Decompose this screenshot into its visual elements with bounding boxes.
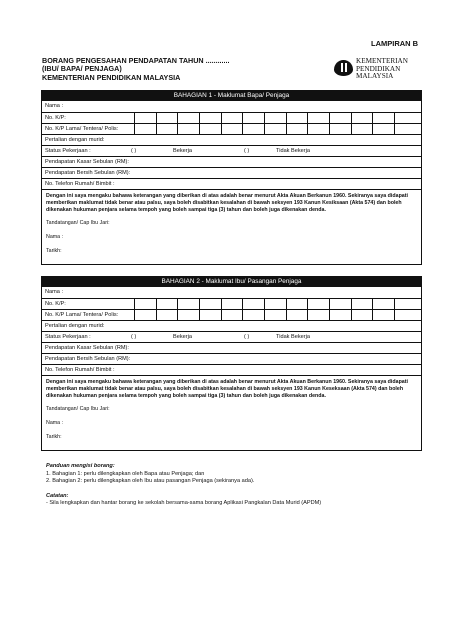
signature-date-field[interactable]: Tarikh:: [46, 247, 62, 254]
ic-digit-box-divider: [329, 113, 330, 123]
field-pendapatan-bersih[interactable]: Pendapatan Bersih Sebulan (RM):: [42, 353, 421, 364]
declaration-2: [42, 375, 421, 450]
ic-digit-box-divider: [351, 124, 352, 134]
field-pendapatan-kasar[interactable]: Pendapatan Kasar Sebulan (RM):: [42, 342, 421, 353]
form-subtitle: (IBU/ BAPA/ PENJAGA): [42, 64, 122, 73]
section-1-form: [41, 90, 422, 265]
field-pertalian[interactable]: Pertalian dengan murid:: [42, 320, 421, 331]
ic-digit-box-divider: [372, 113, 373, 123]
declaration-text: Dengan ini saya mengaku bahawa keterangan yang diberikan di atas adalah benar menurut Akta Akuan Berkanun 1960. Sekiranya saya didapati memberikan maklumat tidak benar atau palsu, saya boleh disabitkan kesalahan di bawah seksyen 193 Kanun Keseksaan (Akta 574) dan boleh dikenakan hukuman penjara selama tempoh yang boleh sampai tiga (3) tahun dan boleh juga dikenakan denda.: [46, 379, 408, 400]
catatan-title: Catatan:: [46, 492, 69, 499]
catatan-item: - Sila lengkapkan dan hantar borang ke sekolah bersama-sama borang Aplikasi Pangkalan Data Murid (APDM): [46, 500, 322, 506]
field-nokp[interactable]: No. K/P:: [42, 112, 421, 123]
signature-date-field[interactable]: Tarikh:: [46, 433, 62, 440]
ic-digit-box-divider: [156, 113, 157, 123]
ic-digit-box-divider: [199, 299, 200, 309]
checkbox-bekerja[interactable]: ( ): [131, 148, 137, 154]
declaration-text: Dengan ini saya mengaku bahawa keterangan yang diberikan di atas adalah benar menurut Akta Akuan Berkanun 1960. Sekiranya saya didapati memberikan maklumat tidak benar atau palsu, saya boleh disabitkan kesalahan di bawah seksyen 193 Kanun Kesiksaan (Akta 574) dan boleh dikenakan hukuman penjara selama tempoh yang boleh sampai tiga (3) tahun dan boleh juga dikenakan denda.: [46, 193, 408, 214]
signature-name-field[interactable]: Nama :: [46, 419, 64, 426]
ministry-logo-icon: [334, 60, 353, 76]
declaration-1: [42, 189, 421, 264]
ic-digit-box-divider: [351, 113, 352, 123]
ic-digit-box-divider: [177, 310, 178, 320]
field-telefon[interactable]: No. Telefon Rumah/ Bimbit :: [42, 178, 421, 189]
section-2-title: BAHAGIAN 2 - Maklumat Ibu/ Pasangan Penjaga: [42, 277, 421, 287]
ic-digit-box-divider: [286, 310, 287, 320]
ic-digit-box-divider: [134, 124, 135, 134]
ic-digit-box-divider: [177, 299, 178, 309]
ic-digit-box-divider: [286, 113, 287, 123]
field-nokp-lama[interactable]: No. K/P Lama/ Tentera/ Polis:: [42, 309, 421, 320]
ic-digit-box-divider: [221, 299, 222, 309]
ic-digit-box-divider: [307, 113, 308, 123]
form-title: BORANG PENGESAHAN PENDAPATAN TAHUN ............: [42, 56, 230, 65]
panduan-title: Panduan mengisi borang:: [46, 463, 115, 469]
ic-digit-box-divider: [264, 124, 265, 134]
ic-digit-box-divider: [177, 113, 178, 123]
ic-digit-box-divider: [351, 310, 352, 320]
label-bekerja: Bekerja: [173, 334, 192, 340]
label-tidak-bekerja: Tidak Bekerja: [276, 334, 310, 340]
ic-digit-box-divider: [199, 124, 200, 134]
label-tidak-bekerja: Tidak Bekerja: [276, 148, 310, 154]
lampiran-label: LAMPIRAN B: [371, 39, 419, 48]
ic-digit-box-divider: [394, 299, 395, 309]
ic-digit-box-divider: [394, 113, 395, 123]
field-status[interactable]: Status Pekerjaan : ( ) Bekerja ( ) Tidak Bekerja: [42, 145, 421, 156]
ic-digit-box-divider: [199, 310, 200, 320]
ic-digit-box-divider: [394, 310, 395, 320]
ic-digit-box-divider: [286, 299, 287, 309]
signature-field[interactable]: Tandatangan/ Cap Ibu Jari:: [46, 219, 110, 226]
ic-digit-box-divider: [264, 310, 265, 320]
ic-digit-box-divider: [156, 310, 157, 320]
field-status[interactable]: Status Pekerjaan : ( ) Bekerja ( ) Tidak Bekerja: [42, 331, 421, 342]
ic-digit-box-divider: [156, 124, 157, 134]
signature-field[interactable]: Tandatangan/ Cap Ibu Jari:: [46, 405, 110, 412]
ic-digit-box-divider: [177, 124, 178, 134]
ic-digit-box-divider: [221, 310, 222, 320]
field-nokp-lama[interactable]: No. K/P Lama/ Tentera/ Polis:: [42, 123, 421, 134]
checkbox-tidak-bekerja[interactable]: ( ): [244, 334, 250, 340]
checkbox-tidak-bekerja[interactable]: ( ): [244, 148, 250, 154]
ic-digit-box-divider: [242, 113, 243, 123]
ic-digit-box-divider: [156, 299, 157, 309]
ic-digit-box-divider: [199, 113, 200, 123]
ic-digit-box-divider: [372, 124, 373, 134]
ic-digit-box-divider: [264, 299, 265, 309]
ic-digit-box-divider: [242, 310, 243, 320]
section-1-title: BAHAGIAN 1 - Maklumat Bapa/ Penjaga: [42, 91, 421, 101]
ic-digit-box-divider: [221, 124, 222, 134]
ic-digit-box-divider: [351, 299, 352, 309]
signature-name-field[interactable]: Nama :: [46, 233, 64, 240]
ic-digit-box-divider: [134, 113, 135, 123]
panduan-item: 1. Bahagian 1: perlu dilengkapkan oleh Bapa atau Penjaga; dan: [46, 470, 205, 477]
section-2-form: [41, 276, 422, 451]
field-pertalian[interactable]: Pertalian dengan murid:: [42, 134, 421, 145]
ministry-name: KEMENTERIAN PENDIDIKAN MALAYSIA: [42, 73, 181, 82]
ic-digit-box-divider: [242, 299, 243, 309]
ic-digit-box-divider: [329, 299, 330, 309]
field-pendapatan-bersih[interactable]: Pendapatan Bersih Sebulan (RM):: [42, 167, 421, 178]
ic-digit-box-divider: [329, 124, 330, 134]
ic-digit-box-divider: [307, 310, 308, 320]
ic-digit-box-divider: [307, 299, 308, 309]
ic-digit-box-divider: [242, 124, 243, 134]
field-nama[interactable]: Nama :: [45, 103, 64, 109]
ic-digit-box-divider: [264, 113, 265, 123]
ic-digit-box-divider: [134, 310, 135, 320]
ic-digit-box-divider: [221, 113, 222, 123]
ic-digit-box-divider: [394, 124, 395, 134]
field-telefon[interactable]: No. Telefon Rumah/ Bimbit :: [42, 364, 421, 375]
ic-digit-box-divider: [372, 310, 373, 320]
checkbox-bekerja[interactable]: ( ): [131, 334, 137, 340]
ic-digit-box-divider: [372, 299, 373, 309]
ministry-logo-text: KEMENTERIAN PENDIDIKAN MALAYSIA: [356, 57, 408, 80]
label-bekerja: Bekerja: [173, 148, 192, 154]
field-pendapatan-kasar[interactable]: Pendapatan Kasar Sebulan (RM):: [42, 156, 421, 167]
ic-digit-box-divider: [134, 299, 135, 309]
ic-digit-box-divider: [329, 310, 330, 320]
notes: [46, 463, 321, 508]
panduan-item: 2. Bahagian 2: perlu dilengkapkan oleh Ibu atau pasangan Penjaga (sekiranya ada).: [46, 478, 255, 484]
ic-digit-box-divider: [286, 124, 287, 134]
ic-digit-box-divider: [307, 124, 308, 134]
field-nokp[interactable]: No. K/P:: [42, 298, 421, 309]
field-nama[interactable]: Nama :: [45, 289, 64, 295]
